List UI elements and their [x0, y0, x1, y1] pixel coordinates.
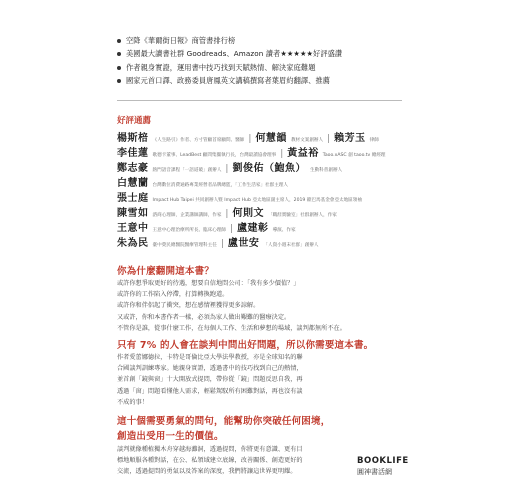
- endorser-desc: 《人生路引》作者、方寸管顧首席顧問、醫師: [152, 138, 245, 143]
- endorsements-title: 好評通薦: [117, 116, 152, 126]
- endorser-desc: 熱門語音課程「一語道破」創辦人: [152, 168, 222, 173]
- paragraph-line: 談判就像種植獨木舟穿越海灘洞，透過提問，你將更有意識、更有目: [117, 446, 303, 453]
- divider: |: [327, 134, 331, 144]
- paragraph-line: 合國談判訓練專家。她親身實證，透過書中的技巧找到自己的熱情，: [117, 365, 303, 373]
- paragraph-line: 或許你的工作陷入停滯，打算轉換跑道。: [117, 291, 229, 299]
- section-heading-why: 你為什麼翻開這本書？: [117, 266, 215, 277]
- paragraph-line: 又或許，你和本書作者一樣，必須為家人做出艱難的醫療決定。: [117, 313, 291, 321]
- endorser-name: 何慧韻: [255, 133, 287, 144]
- paragraph-line: 交流，透過提問的勇氣以及答案的深度，我們將讓這世界更明耀。: [117, 468, 297, 476]
- section-heading-courage-2: 創造出受用一生的價值。: [117, 431, 224, 442]
- paragraph-line: 或許你和伴侶起了衝突，想在感情裡獲得更多諒解。: [117, 302, 260, 310]
- divider: |: [225, 209, 229, 219]
- paragraph-line: 標地順服各種對話，在公、私領域建立底線，改善關係、創造更好的: [117, 457, 303, 465]
- highlight-bullet: [117, 61, 417, 75]
- endorser-desc: 「職涯實驗室」社群創辦人，作家: [267, 213, 337, 218]
- booklife-logo: [357, 456, 409, 477]
- divider: |: [248, 134, 252, 144]
- endorser-name: 鄭志豪: [117, 163, 149, 174]
- divider: [117, 100, 402, 101]
- divider: |: [280, 149, 284, 159]
- bullet-icon: [117, 39, 121, 43]
- endorser-name: 陳雪如: [117, 208, 149, 219]
- endorser-desc: 台灣數位消費通路專業經營者品牌總監，「工作生活家」社群主理人: [152, 183, 289, 188]
- section-paragraph-why: [117, 278, 407, 334]
- highlight-bullet: [117, 75, 417, 89]
- endorser-desc: 生動科普創辦人: [309, 168, 343, 173]
- paragraph-line: 不成的事！: [117, 398, 148, 406]
- endorser-desc: 諮商心理師，企業講師講師，作家: [152, 213, 222, 218]
- endorser-name: 盧建彰: [237, 223, 269, 234]
- endorsement-row: [117, 204, 407, 219]
- endorser-desc: 教材文案創辦人: [290, 138, 324, 143]
- endorser-name: 賴芳玉: [334, 133, 366, 144]
- endorser-name: 黃益裕: [287, 148, 319, 159]
- section-heading-stat: 只有 7% 的人會在談判中問出好問題，所以你需要這本書。: [117, 340, 374, 351]
- endorser-name: 李佳蓮: [117, 148, 149, 159]
- endorsement-row: [117, 129, 407, 144]
- endorser-name: 王意中: [117, 223, 149, 234]
- bullet-text: 美國最大讀書社群 Goodreads、Amazon 讀者★★★★★好評盛讚: [126, 49, 343, 59]
- bullet-icon: [117, 79, 121, 83]
- divider: |: [220, 239, 224, 249]
- endorsement-row: [117, 144, 407, 159]
- endorsement-row: [117, 219, 407, 234]
- endorser-desc: 臺中榮民總醫院醫療管理科主任: [152, 243, 217, 248]
- paragraph-line: 作者愛蕾娜德拉，卡特是哥倫比亞大學法學教授，亦是全球知名的聯: [117, 354, 303, 361]
- highlight-bullet: [117, 48, 417, 62]
- endorsement-row: [117, 189, 407, 204]
- paragraph-line: 不管你是誰，從事什麼工作，在每個人工作、生活和夢想的場域，談判都無所不在。: [117, 324, 346, 332]
- endorser-name: 盧世安: [227, 238, 260, 249]
- endorser-name: 朱為民: [117, 238, 149, 249]
- paragraph-line: 並首創「鏡與窗」十大開放式提問，帶你從「鏡」問題反思自我，再: [117, 376, 303, 384]
- endorser-desc: Impact Hub Taipei 共同創辦人暨 Impact Hub 亞太地區副主席人，2019 歐巴馬基金會亞太地區領袖: [152, 198, 362, 203]
- bullet-icon: [117, 52, 121, 56]
- paragraph-line: 透過「窗」問題看懂他人需求，輕鬆駕馭所有困難對話，再也沒有談: [117, 387, 303, 395]
- endorser-desc: 導演、作家: [272, 228, 296, 233]
- logo-wordmark: BOOKLIFE: [357, 456, 409, 466]
- divider: |: [230, 224, 234, 234]
- endorsement-row: [117, 159, 407, 174]
- bullet-text: 空降《華爾街日報》商管書排行榜: [126, 35, 236, 45]
- section-heading-courage-1: 這十個需要勇氣的問句，能幫助你突破任何困境，: [117, 416, 331, 427]
- paragraph-line: 或許你想爭取更好的待遇，想要自信地問公司：「我有多少價值？」: [117, 280, 300, 287]
- section-paragraph-author: [117, 352, 407, 408]
- endorser-name: 白慧蘭: [117, 178, 149, 189]
- endorser-desc: 「人資小週末社群」創辦人: [263, 243, 319, 248]
- bullet-text: 作者親身實證，運用書中技巧找到天賦熱情、解決家庭難題: [126, 62, 316, 72]
- highlight-bullet: [117, 34, 417, 48]
- endorsement-row: [117, 174, 407, 189]
- bullet-icon: [117, 66, 121, 70]
- endorser-desc: 歌德卡董事、LeadBest 顧問集團執行長，台灣最讀協會理事: [152, 153, 277, 158]
- endorser-desc: 律師: [369, 138, 379, 143]
- endorser-desc: Taoo.xASC 創 taoo.tv 總經理: [322, 153, 386, 158]
- endorsement-row: [117, 234, 407, 249]
- endorser-name: 楊斯棓: [117, 133, 149, 144]
- bullet-text: 國家元首口譯、政務委員唐鳳英文講稿撰寫者葉眉約翻譯、推薦: [126, 76, 331, 86]
- highlight-bullet-list: [117, 34, 417, 88]
- endorser-name: 何則文: [232, 208, 264, 219]
- endorser-name: 劉俊佑（鮑魚）: [232, 163, 306, 174]
- logo-subtitle: 圓神書活網: [357, 468, 392, 476]
- endorser-name: 張士庭: [117, 193, 149, 204]
- divider: |: [225, 164, 229, 174]
- endorser-desc: 王意中心理治療所所長、臨床心理師: [152, 228, 227, 233]
